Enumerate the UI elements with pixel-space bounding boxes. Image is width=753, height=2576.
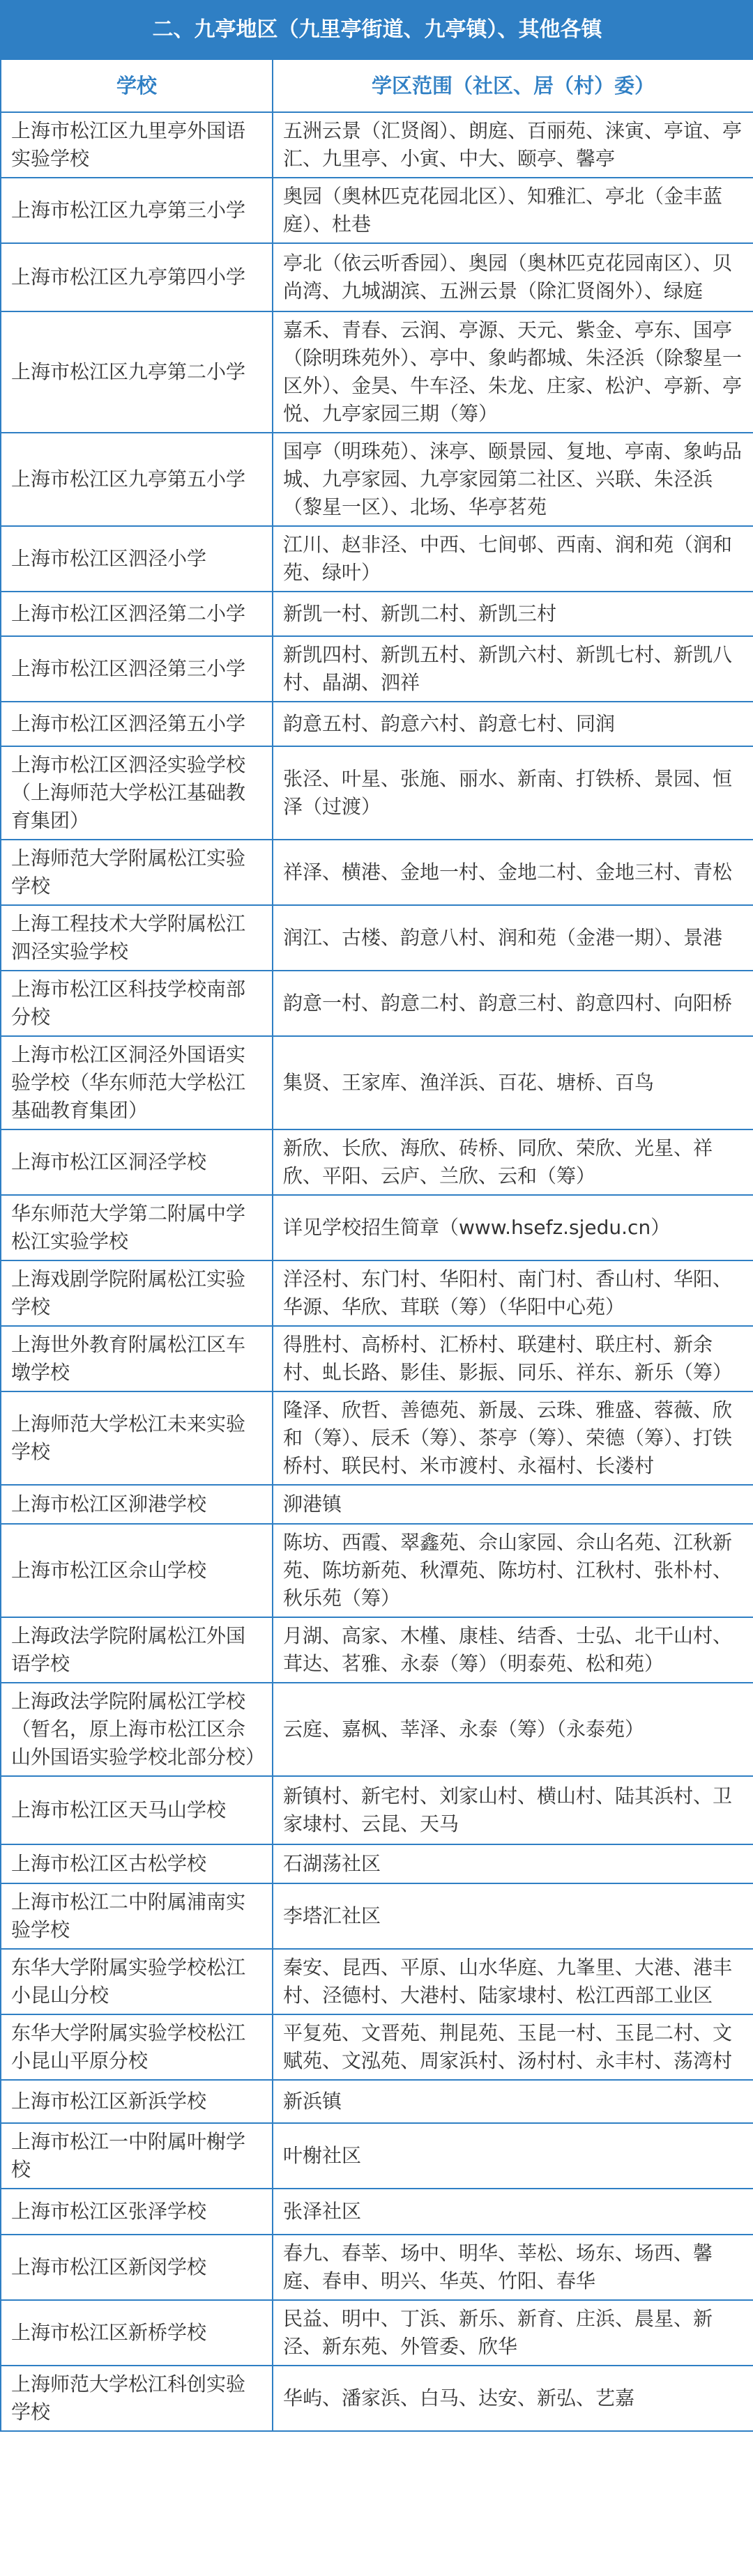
table-row (1, 592, 753, 636)
table-row (1, 1844, 753, 1883)
school-name: 上海市松江区九里亭外国语实验学校 (1, 112, 273, 178)
school-name: 上海师范大学附属松江实验学校 (1, 840, 273, 905)
school-name: 上海市松江区泗泾第五小学 (1, 702, 273, 746)
table-row (1, 2300, 753, 2366)
district-range: 石湖荡社区 (273, 1844, 753, 1883)
table-body (1, 112, 753, 2431)
table-row (1, 1949, 753, 2014)
district-range: 陈坊、西霞、翠鑫苑、佘山家园、佘山名苑、江秋新苑、陈坊新苑、秋潭苑、陈坊村、江秋村、张朴村、秋乐苑（筹） (273, 1524, 753, 1617)
district-range: 民益、明中、丁浜、新乐、新育、庄浜、晨星、新泾、新东苑、外管委、欣华 (273, 2300, 753, 2366)
district-range: 云庭、嘉枫、莘泽、永泰（筹）（永泰苑） (273, 1683, 753, 1776)
district-range: 春九、春莘、场中、明华、莘松、场东、场西、馨庭、春申、明兴、华英、竹阳、春华 (273, 2235, 753, 2300)
district-range: 李塔汇社区 (273, 1883, 753, 1949)
school-name: 上海市松江区泗泾小学 (1, 526, 273, 592)
school-name: 东华大学附属实验学校松江小昆山分校 (1, 1949, 273, 2014)
table-row (1, 840, 753, 905)
school-name: 上海市松江二中附属浦南实验学校 (1, 1883, 273, 1949)
district-range: 月湖、高家、木槿、康桂、结香、士弘、北干山村、茸达、茗雅、永泰（筹）（明泰苑、松和苑） (273, 1617, 753, 1683)
school-name: 上海市松江区九亭第二小学 (1, 311, 273, 433)
table-row (1, 1485, 753, 1524)
school-name: 上海市松江一中附属叶榭学校 (1, 2123, 273, 2189)
title-row (1, 1, 753, 59)
school-name: 上海市松江区古松学校 (1, 1844, 273, 1883)
school-name: 上海市松江区科技学校南部分校 (1, 971, 273, 1036)
school-name: 上海市松江区泗泾第二小学 (1, 592, 273, 636)
table-row (1, 1036, 753, 1129)
district-range: 得胜村、高桥村、汇桥村、联建村、联庄村、新余村、虬长路、影佳、影振、同乐、祥东、新乐（筹） (273, 1326, 753, 1391)
school-name: 上海世外教育附属松江区车墩学校 (1, 1326, 273, 1391)
table-row (1, 1129, 753, 1195)
table-row (1, 971, 753, 1036)
district-range: 新浜镇 (273, 2080, 753, 2123)
district-range: 润江、古楼、韵意八村、润和苑（金港一期）、景港 (273, 905, 753, 971)
table-row (1, 905, 753, 971)
table-title: 二、九亭地区（九里亭街道、九亭镇）、其他各镇 (1, 1, 753, 59)
table-row (1, 1683, 753, 1776)
district-range: 江川、赵非泾、中西、七间邨、西南、润和苑（润和苑、绿叶） (273, 526, 753, 592)
school-name: 上海工程技术大学附属松江泗泾实验学校 (1, 905, 273, 971)
table-row (1, 1391, 753, 1485)
district-range: 新凯四村、新凯五村、新凯六村、新凯七村、新凯八村、晶湖、泗祥 (273, 636, 753, 702)
district-range: 泖港镇 (273, 1485, 753, 1524)
header-row (1, 59, 753, 112)
district-range: 亭北（依云听香园）、奥园（奥林匹克花园南区）、贝尚湾、九城湖滨、五洲云景（除汇贤阁外）、绿庭 (273, 243, 753, 311)
table-row (1, 311, 753, 433)
school-name: 上海市松江区九亭第四小学 (1, 243, 273, 311)
district-range: 嘉禾、青春、云润、亭源、天元、紫金、亭东、国亭（除明珠苑外）、亭中、象屿都城、朱泾浜（除黎星一区外）、金昊、牛车泾、朱龙、庄家、松沪、亭新、亭悦、九亭家园三期（筹） (273, 311, 753, 433)
table-row (1, 2014, 753, 2080)
table-row (1, 2189, 753, 2235)
district-range: 韵意五村、韵意六村、韵意七村、同润 (273, 702, 753, 746)
school-name: 上海市松江区泗泾第三小学 (1, 636, 273, 702)
table-row (1, 178, 753, 243)
table-row (1, 1195, 753, 1260)
table-row (1, 636, 753, 702)
table-row (1, 243, 753, 311)
district-range: 秦安、昆西、平原、山水华庭、九峯里、大港、港丰村、泾德村、大港村、陆家埭村、松江西部工业区 (273, 1949, 753, 2014)
table-row (1, 2235, 753, 2300)
school-name: 华东师范大学第二附属中学松江实验学校 (1, 1195, 273, 1260)
school-name: 上海市松江区洞泾学校 (1, 1129, 273, 1195)
table-row (1, 1617, 753, 1683)
school-name: 上海市松江区佘山学校 (1, 1524, 273, 1617)
table-row (1, 526, 753, 592)
district-range: 国亭（明珠苑）、涞亭、颐景园、复地、亭南、象屿品城、九亭家园、九亭家园第二社区、兴联、朱泾浜（黎星一区）、北场、华亭茗苑 (273, 433, 753, 526)
column-header-school: 学校 (1, 59, 273, 112)
district-range: 五洲云景（汇贤阁）、朗庭、百丽苑、涞寅、亭谊、亭汇、九里亭、小寅、中大、颐亭、馨亭 (273, 112, 753, 178)
district-range: 平复苑、文晋苑、荆昆苑、玉昆一村、玉昆二村、文赋苑、文泓苑、周家浜村、汤村村、永丰村、荡湾村 (273, 2014, 753, 2080)
table-row (1, 2123, 753, 2189)
district-range: 张泽社区 (273, 2189, 753, 2235)
table-row (1, 1260, 753, 1326)
table-row (1, 702, 753, 746)
table-row (1, 1776, 753, 1844)
school-name: 上海市松江区泖港学校 (1, 1485, 273, 1524)
school-name: 上海市松江区九亭第五小学 (1, 433, 273, 526)
table-row (1, 433, 753, 526)
district-range: 集贤、王家库、渔洋浜、百花、塘桥、百鸟 (273, 1036, 753, 1129)
district-range: 华屿、潘家浜、白马、达安、新弘、艺嘉 (273, 2366, 753, 2431)
school-name: 上海市松江区洞泾外国语实验学校（华东师范大学松江基础教育集团） (1, 1036, 273, 1129)
school-name: 上海政法学院附属松江学校（暂名，原上海市松江区佘山外国语实验学校北部分校） (1, 1683, 273, 1776)
school-name: 上海市松江区天马山学校 (1, 1776, 273, 1844)
district-range: 洋泾村、东门村、华阳村、南门村、香山村、华阳、华源、华欣、茸联（筹）（华阳中心苑） (273, 1260, 753, 1326)
district-range: 奥园（奥林匹克花园北区）、知雅汇、亭北（金丰蓝庭）、杜巷 (273, 178, 753, 243)
school-name: 上海师范大学松江科创实验学校 (1, 2366, 273, 2431)
table-row (1, 1326, 753, 1391)
table-row (1, 112, 753, 178)
district-range: 隆泽、欣哲、善德苑、新晟、云珠、雅盛、蓉薇、欣和（筹）、辰禾（筹）、茶亭（筹）、荣德（筹）、打铁桥村、联民村、米市渡村、永福村、长溇村 (273, 1391, 753, 1485)
table-row (1, 746, 753, 840)
district-range: 张泾、叶星、张施、丽水、新南、打铁桥、景园、恒泽（过渡） (273, 746, 753, 840)
district-range: 新镇村、新宅村、刘家山村、横山村、陆其浜村、卫家埭村、云昆、天马 (273, 1776, 753, 1844)
school-name: 上海戏剧学院附属松江实验学校 (1, 1260, 273, 1326)
school-name: 上海市松江区新闵学校 (1, 2235, 273, 2300)
school-name: 上海市松江区新浜学校 (1, 2080, 273, 2123)
school-name: 上海师范大学松江未来实验学校 (1, 1391, 273, 1485)
school-name: 上海市松江区张泽学校 (1, 2189, 273, 2235)
district-range: 新凯一村、新凯二村、新凯三村 (273, 592, 753, 636)
district-range: 新欣、长欣、海欣、砖桥、同欣、荣欣、光星、祥欣、平阳、云庐、兰欣、云和（筹） (273, 1129, 753, 1195)
school-name: 上海市松江区新桥学校 (1, 2300, 273, 2366)
table-row (1, 2080, 753, 2123)
district-range: 叶榭社区 (273, 2123, 753, 2189)
school-name: 东华大学附属实验学校松江小昆山平原分校 (1, 2014, 273, 2080)
table-row (1, 1883, 753, 1949)
school-name: 上海市松江区九亭第三小学 (1, 178, 273, 243)
table-row (1, 2366, 753, 2431)
district-range: 祥泽、横港、金地一村、金地二村、金地三村、青松 (273, 840, 753, 905)
district-range: 详见学校招生简章（www.hsefz.sjedu.cn） (273, 1195, 753, 1260)
district-range: 韵意一村、韵意二村、韵意三村、韵意四村、向阳桥 (273, 971, 753, 1036)
table-row (1, 1524, 753, 1617)
school-name: 上海市松江区泗泾实验学校（上海师范大学松江基础教育集团） (1, 746, 273, 840)
school-name: 上海政法学院附属松江外国语学校 (1, 1617, 273, 1683)
column-header-range: 学区范围（社区、居（村）委） (273, 59, 753, 112)
